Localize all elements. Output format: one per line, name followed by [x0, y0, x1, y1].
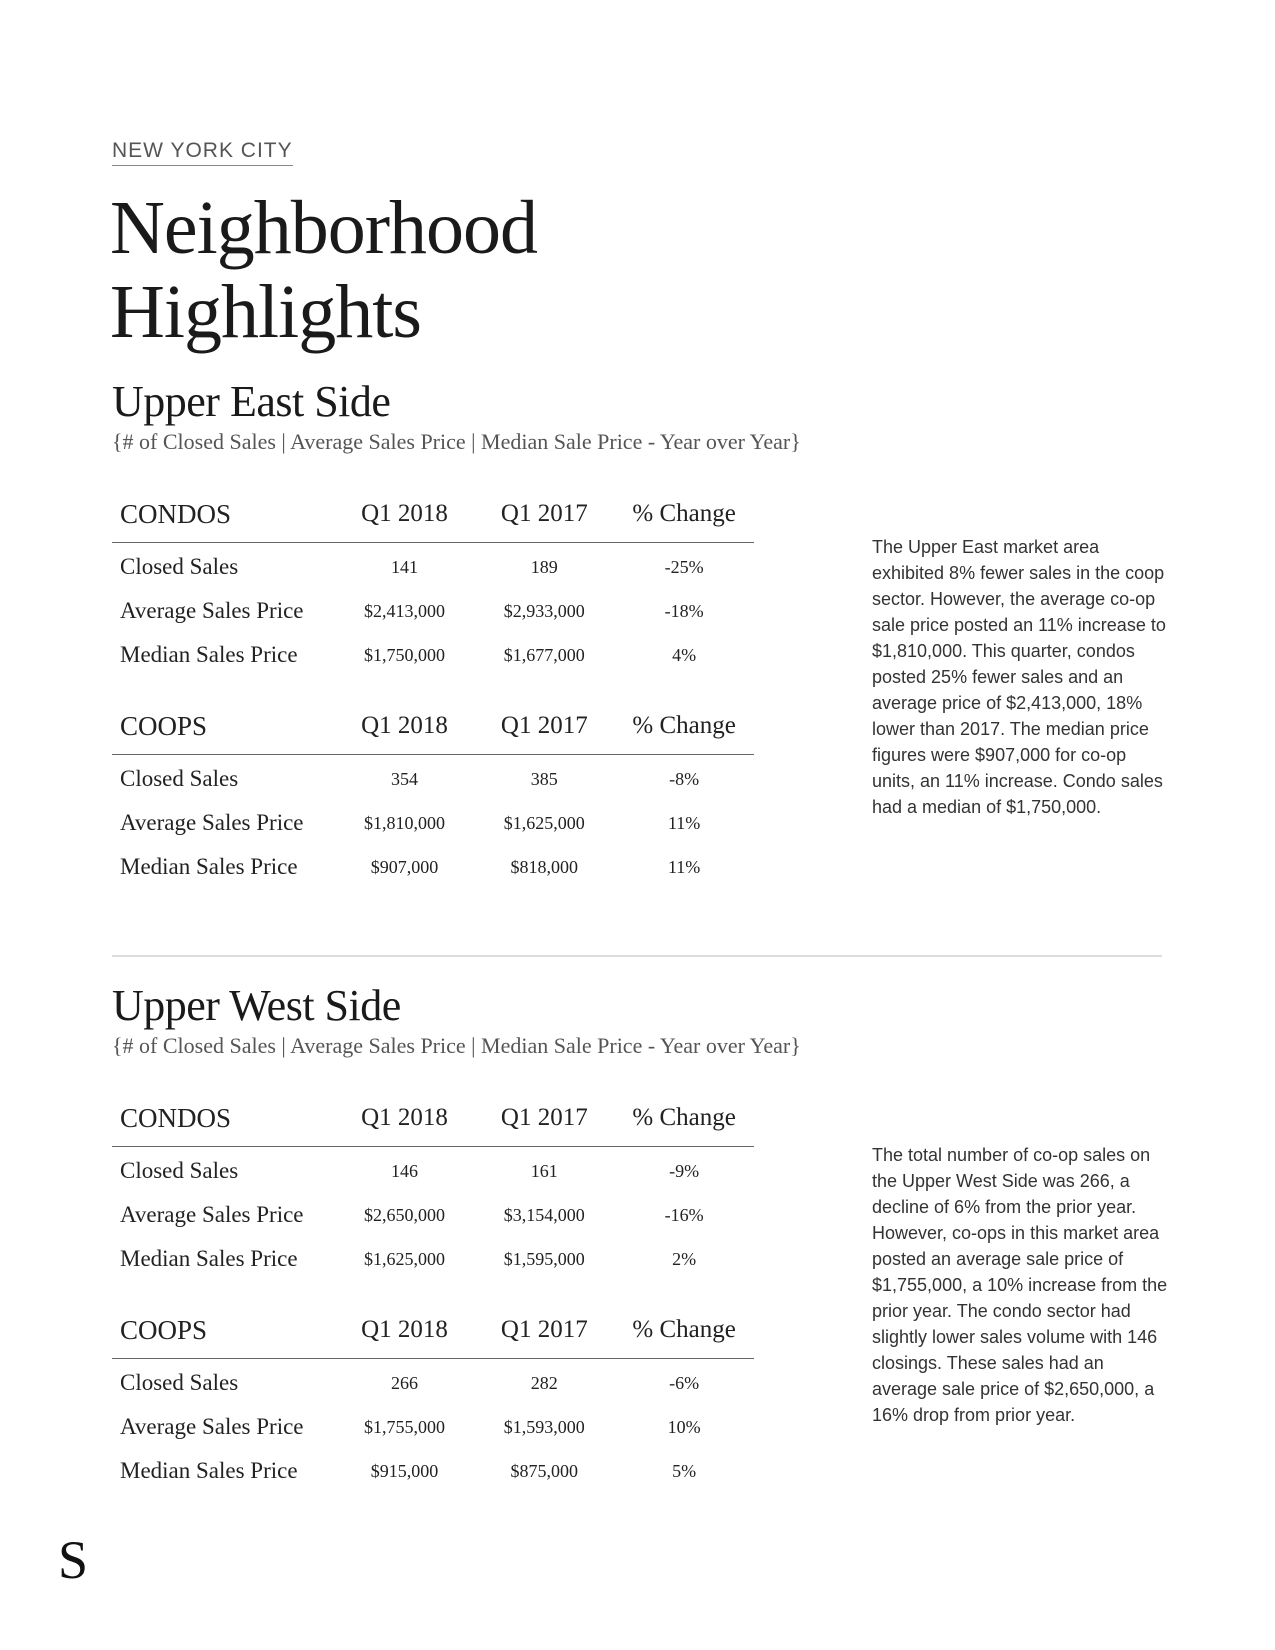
- section-divider: [112, 955, 1162, 957]
- table-row: [112, 757, 754, 801]
- section-upper-east-side: [112, 377, 1166, 879]
- table-row: [112, 1149, 754, 1193]
- row-value-q1-2017: $875,000: [510, 1460, 579, 1481]
- header-category: CONDOS: [120, 1102, 232, 1133]
- header-q1-2017: Q1 2017: [500, 1104, 588, 1131]
- table-row: [112, 1405, 754, 1449]
- section-subtitle: {# of Closed Sales | Average Sales Price | Median Sale Price - Year over Year}: [112, 429, 801, 454]
- row-value-q1-2018: 141: [391, 556, 418, 577]
- condos-table: [112, 1090, 754, 1281]
- header-q1-2018: Q1 2018: [361, 1316, 448, 1343]
- row-value-q1-2018: $915,000: [370, 1460, 439, 1481]
- header-q1-2017: Q1 2017: [500, 712, 588, 739]
- coops-table: [112, 1302, 754, 1493]
- row-label: Median Sales Price: [120, 1246, 298, 1271]
- table-row: [112, 801, 754, 845]
- header-category: COOPS: [120, 1314, 208, 1345]
- row-value-change: -8%: [669, 768, 700, 789]
- header-q1-2017: Q1 2017: [500, 1316, 588, 1343]
- table-row: [112, 545, 754, 589]
- table-header: [112, 698, 754, 755]
- row-label: Closed Sales: [120, 1158, 239, 1183]
- row-value-change: 4%: [672, 644, 697, 665]
- table-row: [112, 589, 754, 633]
- row-label: Average Sales Price: [120, 810, 304, 835]
- row-value-q1-2017: $1,625,000: [503, 812, 585, 833]
- row-value-q1-2017: $1,595,000: [503, 1248, 585, 1269]
- market-summary: The total number of co-op sales on the Upper West Side was 266, a decline of 6% from the prior year. However, co-ops in this market area posted an average sale price of $1,755,000, a 10% increase from the prior year. The condo sector had slightly lower sales volume with 146 closings. These sales had an average sale price of $2,650,000, a 16% drop from prior year.: [872, 1145, 1168, 1425]
- row-value-change: -25%: [664, 556, 704, 577]
- brand-logo: S: [58, 1530, 89, 1590]
- table-row: [112, 633, 754, 677]
- row-value-q1-2018: $1,750,000: [364, 644, 445, 665]
- row-value-change: 2%: [672, 1248, 697, 1269]
- row-value-q1-2018: $1,755,000: [364, 1416, 445, 1437]
- page-title-line-1: Neighborhood: [110, 186, 538, 270]
- row-value-q1-2017: 385: [530, 768, 558, 789]
- row-label: Average Sales Price: [120, 598, 304, 623]
- section-title: Upper East Side: [112, 377, 391, 426]
- row-value-q1-2018: $1,810,000: [364, 812, 445, 833]
- row-value-q1-2017: $2,933,000: [503, 600, 585, 621]
- condos-table: [112, 486, 754, 677]
- page-title: [110, 186, 537, 354]
- row-label: Median Sales Price: [120, 1458, 298, 1483]
- row-value-change: 10%: [667, 1416, 701, 1437]
- row-value-change: 5%: [672, 1460, 697, 1481]
- table-row: [112, 1449, 754, 1493]
- table-row: [112, 845, 754, 889]
- header-change: % Change: [632, 1104, 736, 1131]
- row-label: Average Sales Price: [120, 1202, 304, 1227]
- row-label: Closed Sales: [120, 554, 239, 579]
- row-label: Closed Sales: [120, 766, 239, 791]
- row-value-change: -6%: [669, 1372, 700, 1393]
- row-value-change: -9%: [669, 1160, 700, 1181]
- header-category: COOPS: [120, 710, 208, 741]
- market-summary: The Upper East market area exhibited 8% fewer sales in the coop sector. However, the average co-op sale price posted an 11% increase to $1,810,000. This quarter, condos posted 25% fewer sales and an average price of $2,413,000, 18% lower than 2017. The median price figures were $907,000 for co-op units, an 11% increase. Condo sales had a median of $1,750,000.: [872, 537, 1166, 817]
- header-q1-2017: Q1 2017: [500, 500, 588, 527]
- header-change: % Change: [632, 500, 736, 527]
- table-header: [112, 1302, 754, 1359]
- table-header: [112, 1090, 754, 1147]
- row-value-q1-2018: $1,625,000: [364, 1248, 445, 1269]
- row-value-change: 11%: [667, 812, 701, 833]
- table-header: [112, 486, 754, 543]
- row-value-change: -16%: [664, 1204, 704, 1225]
- row-value-q1-2017: $1,593,000: [503, 1416, 585, 1437]
- row-value-q1-2018: 146: [391, 1160, 418, 1181]
- row-value-q1-2017: $3,154,000: [503, 1204, 585, 1225]
- row-value-q1-2018: 354: [391, 768, 418, 789]
- header-change: % Change: [632, 1316, 736, 1343]
- header-category: CONDOS: [120, 498, 232, 529]
- row-value-q1-2018: 266: [391, 1372, 418, 1393]
- eyebrow-label: NEW YORK CITY: [112, 140, 293, 166]
- page-title-line-2: Highlights: [110, 270, 421, 354]
- table-row: [112, 1193, 754, 1237]
- row-value-change: -18%: [664, 600, 704, 621]
- table-row: [112, 1237, 754, 1281]
- coops-table: [112, 698, 754, 889]
- section-upper-west-side: [112, 981, 1168, 1483]
- row-value-q1-2017: $1,677,000: [503, 644, 585, 665]
- row-value-q1-2018: $2,650,000: [364, 1204, 445, 1225]
- row-label: Average Sales Price: [120, 1414, 304, 1439]
- row-value-q1-2017: 189: [530, 556, 558, 577]
- row-value-change: 11%: [667, 856, 701, 877]
- header-q1-2018: Q1 2018: [361, 1104, 448, 1131]
- row-label: Median Sales Price: [120, 642, 298, 667]
- header-q1-2018: Q1 2018: [361, 712, 448, 739]
- row-label: Closed Sales: [120, 1370, 239, 1395]
- section-title: Upper West Side: [112, 981, 401, 1030]
- row-value-q1-2017: 161: [530, 1160, 558, 1181]
- row-value-q1-2018: $2,413,000: [364, 600, 445, 621]
- row-value-q1-2017: $818,000: [510, 856, 579, 877]
- header-change: % Change: [632, 712, 736, 739]
- row-value-q1-2018: $907,000: [370, 856, 439, 877]
- section-subtitle: {# of Closed Sales | Average Sales Price | Median Sale Price - Year over Year}: [112, 1033, 801, 1058]
- row-label: Median Sales Price: [120, 854, 298, 879]
- header-q1-2018: Q1 2018: [361, 500, 448, 527]
- table-row: [112, 1361, 754, 1405]
- row-value-q1-2017: 282: [530, 1372, 558, 1393]
